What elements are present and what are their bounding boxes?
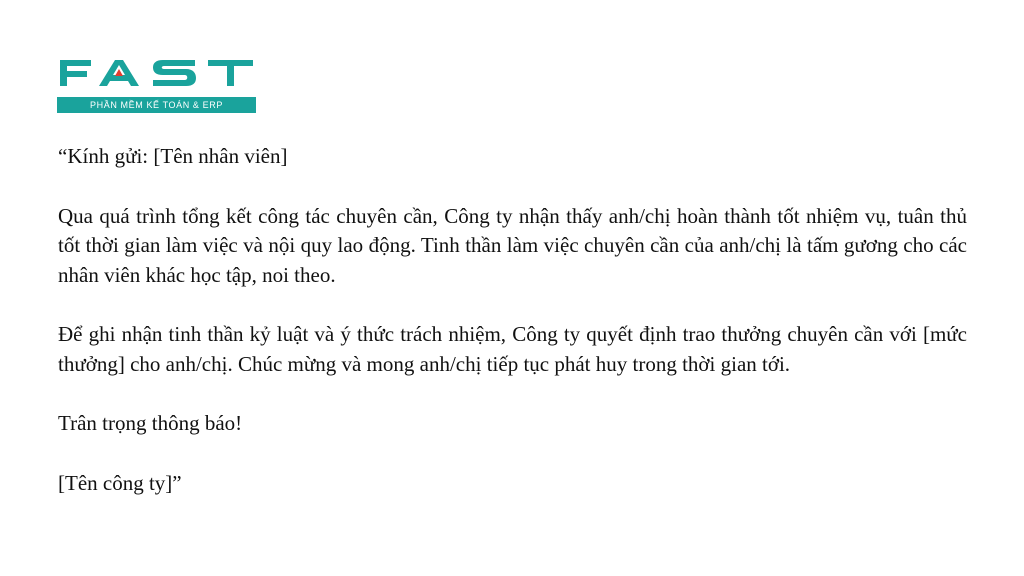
letter-body [58,142,967,498]
letter-signature: [Tên công ty]” [58,470,182,495]
fast-wordmark [57,58,256,88]
logo-tagline: PHẦN MỀM KẾ TOÁN & ERP [57,97,256,113]
letter-closing: Trân trọng thông báo! [58,411,243,435]
letter-greeting: “Kính gửi: [Tên nhân viên] [58,144,288,168]
fast-logo [57,58,256,114]
letter-paragraph-1: Qua quá trình tổng kết công tác chuyên cần, Công ty nhận thấy anh/chị hoàn thành tốt nhiệm vụ, tuân thủ tốt thời gian làm việc và nội quy lao động. Tinh thần làm việc chuyên cần của anh/chị là tấm gương cho các nhân viên khác học tập, noi theo. [58,203,967,287]
letter-paragraph-2: Để ghi nhận tinh thần kỷ luật và ý thức trách nhiệm, Công ty quyết định trao thưởng chuyên cần với [mức thưởng] cho anh/chị. Chúc mừng và mong anh/chị tiếp tục phát huy trong thời gian tới. [58,322,967,376]
